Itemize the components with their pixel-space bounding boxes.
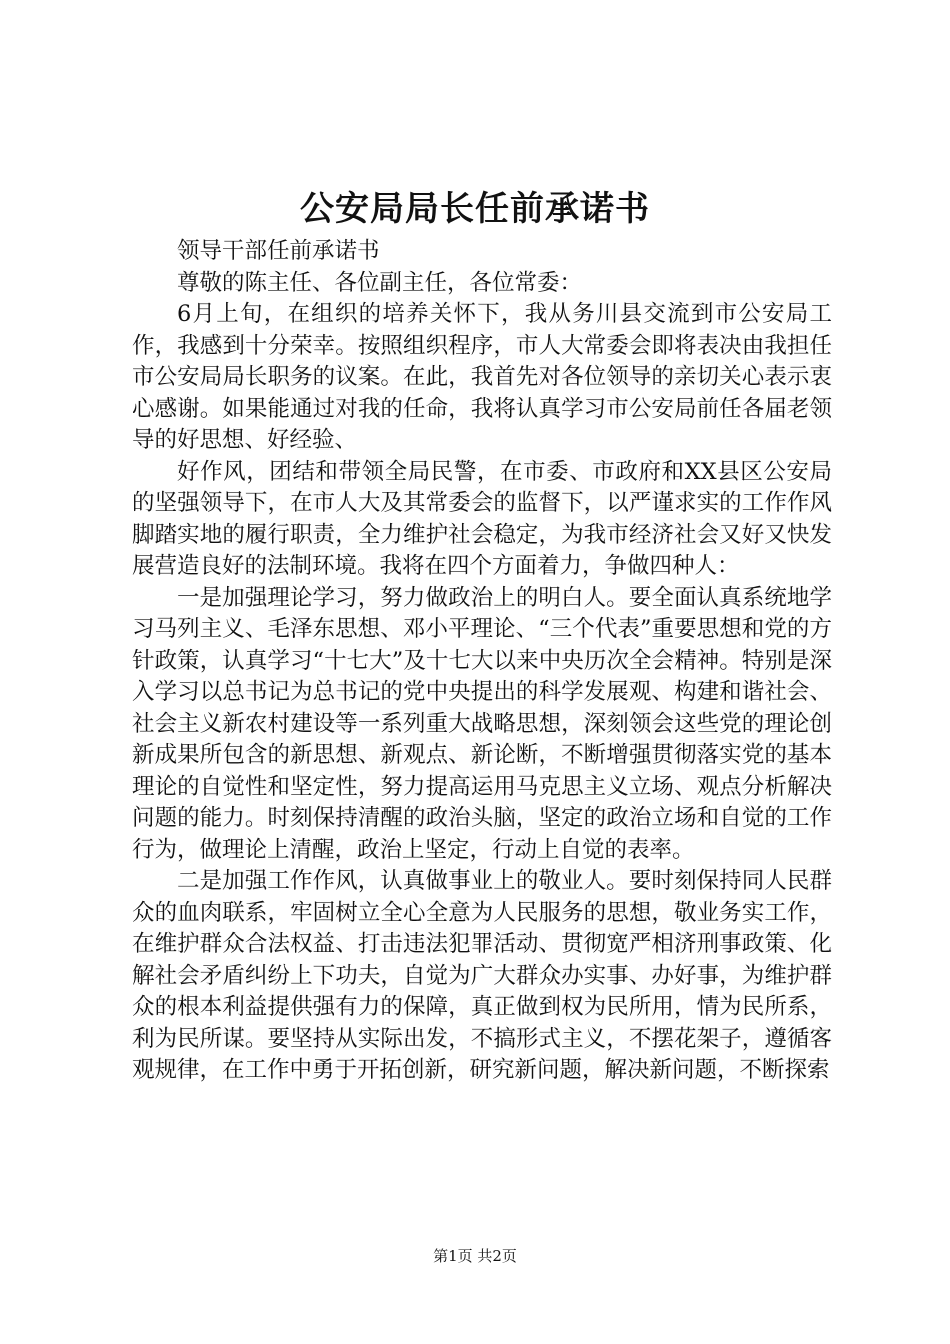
body-paragraph-4: 二是加强工作作风，认真做事业上的敬业人。要时刻保持同人民群众的血肉联系，牢固树立全心全意为人民服务的思想，敬业务实工作，在维护群众合法权益、打击违法犯罪活动、贯彻宽严相济刑事政策、化解社会矛盾纠纷上下功夫，自觉为广大群众办实事、办好事，为维护群众的根本利益提供强有力的保障，真正做到权为民所用，情为民所系，利为民所谋。要坚持从实际出发，不搞形式主义，不摆花架子，遵循客观规律，在工作中勇于开拓创新，研究新问题，解决新问题，不断探索 bbox=[132, 868, 832, 1083]
subtitle-paragraph: 领导干部任前承诺书 bbox=[177, 238, 380, 264]
body-paragraph-2: 好作风，团结和带领全局民警，在市委、市政府和XX县区公安局的坚强领导下，在市人大及其常委会的监督下，以严谨求实的工作作风脚踏实地的履行职责，全力维护社会稳定，为我市经济社会又好又快发展营造良好的法制环境。我将在四个方面着力，争做四种人： bbox=[132, 458, 832, 579]
document-body bbox=[132, 236, 832, 1087]
salutation-paragraph: 尊敬的陈主任、各位副主任，各位常委： bbox=[177, 269, 583, 296]
body-paragraph-1: 6月上旬，在组织的培养关怀下，我从务川县交流到市公安局工作，我感到十分荣幸。按照组织程序，市人大常委会即将表决由我担任市公安局局长职务的议案。在此，我首先对各位领导的亲切关心表示衷心感谢。如果能通过对我的任命，我将认真学习市公安局前任各届老领导的好思想、好经验、 bbox=[132, 301, 832, 453]
body-paragraph-3: 一是加强理论学习，努力做政治上的明白人。要全面认真系统地学习马列主义、毛泽东思想、邓小平理论、“三个代表”重要思想和党的方针政策，认真学习“十七大”及十七大以来中央历次全会精神。特别是深入学习以总书记为总书记的党中央提出的科学发展观、构建和谐社会、社会主义新农村建设等一系列重大战略思想，深刻领会这些党的理论创新成果所包含的新思想、新观点、新论断，不断增强贯彻落实党的基本理论的自觉性和坚定性，努力提高运用马克思主义立场、观点分析解决问题的能力。时刻保持清醒的政治头脑，坚定的政治立场和自觉的工作行为，做理论上清醒，政治上坚定，行动上自觉的表率。 bbox=[132, 584, 832, 863]
page-title: 公安局局长任前承诺书 bbox=[300, 189, 650, 229]
page-number-footer: 第1页 共2页 bbox=[433, 1247, 517, 1265]
